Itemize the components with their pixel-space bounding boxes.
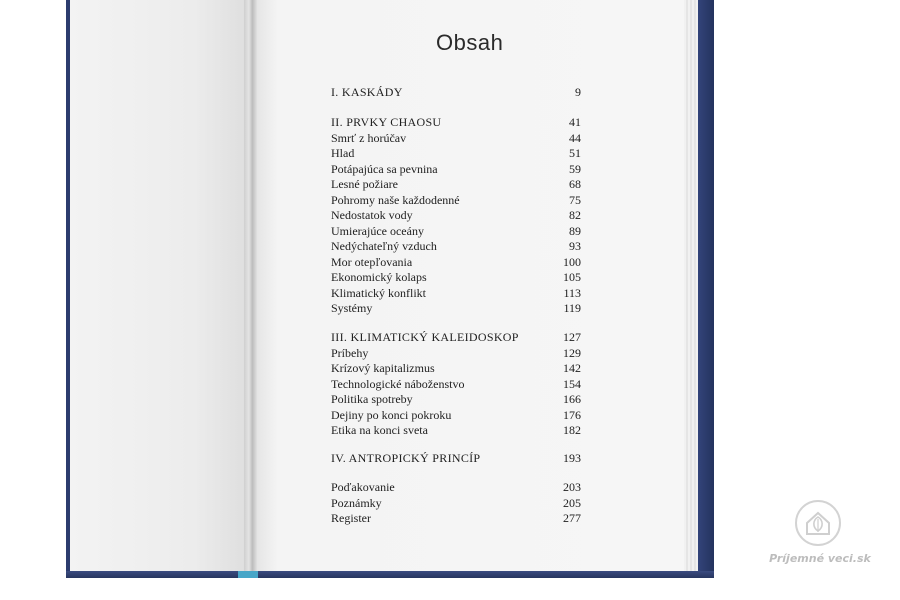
toc-part-heading: III. KLIMATICKÝ KALEIDOSKOP 127 (331, 330, 581, 344)
toc-section-1 (331, 85, 581, 101)
toc-entry: Smrť z horúčav 44 (331, 130, 581, 145)
book-gutter (244, 0, 258, 571)
toc-entry: Pohromy naše každodenné 75 (331, 192, 581, 207)
toc-entry: Systémy 119 (331, 301, 581, 315)
toc-entry: Potápajúca sa pevnina 59 (331, 161, 581, 176)
toc-entry: Klimatický konflikt 113 (331, 285, 581, 300)
toc-entry: Mor otepľovania 100 (331, 254, 581, 269)
toc-part-heading: IV. ANTROPICKÝ PRINCÍP 193 (331, 451, 581, 465)
watermark (765, 500, 875, 572)
toc-entry: Hlad 51 (331, 146, 581, 160)
toc-part-heading: I. KASKÁDY 9 (331, 85, 581, 99)
toc-entry: Nedýchateľný vzduch 93 (331, 239, 581, 253)
toc-section-3 (331, 330, 581, 439)
page-edges (684, 0, 698, 572)
toc-entry: Poznámky 205 (331, 495, 581, 510)
toc-section-4 (331, 451, 581, 467)
toc-entry: Poďakovanie 203 (331, 480, 581, 494)
toc-entry: Nedostatok vody 82 (331, 208, 581, 222)
toc-entry: Register 277 (331, 511, 581, 525)
toc-part-heading: II. PRVKY CHAOSU 41 (331, 115, 581, 129)
left-page (70, 0, 248, 571)
toc-entry: Ekonomický kolaps 105 (331, 270, 581, 284)
toc-entry: Príbehy 129 (331, 345, 581, 360)
watermark-text: Príjemné veci.sk (769, 552, 871, 565)
toc-entry: Technologické náboženstvo 154 (331, 376, 581, 391)
cover-bottom (66, 571, 714, 578)
house-leaf-icon (795, 500, 841, 546)
toc-entry: Umierajúce oceány 89 (331, 223, 581, 238)
cover-edge (698, 0, 714, 578)
toc-entry: Krízový kapitalizmus 142 (331, 361, 581, 375)
page-title: Obsah (436, 30, 504, 55)
toc-entry: Lesné požiare 68 (331, 177, 581, 191)
toc-entry: Etika na konci sveta 182 (331, 423, 581, 437)
toc-back-matter (331, 480, 581, 527)
toc-entry: Politika spotreby 166 (331, 392, 581, 406)
toc-section-2 (331, 115, 581, 317)
toc-entry: Dejiny po konci pokroku 176 (331, 407, 581, 422)
